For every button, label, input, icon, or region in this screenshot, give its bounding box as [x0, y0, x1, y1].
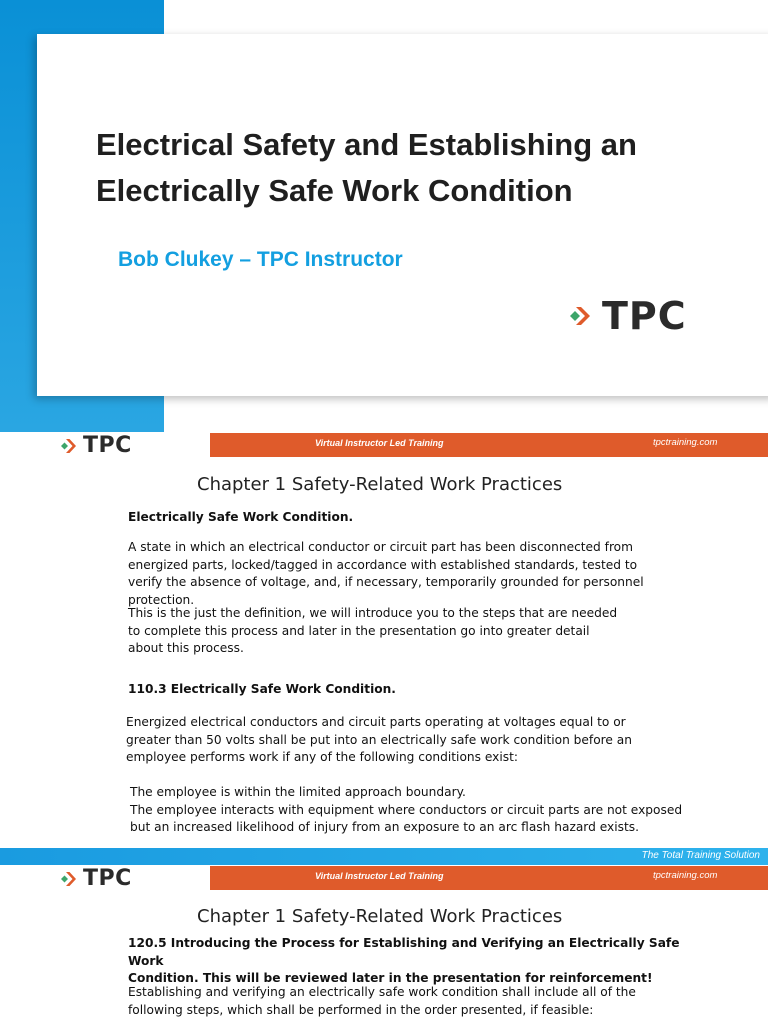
tpc-logo	[60, 866, 132, 891]
presentation-title	[96, 122, 736, 214]
condition-item: The employee interacts with equipment where conductors or circuit parts are not exposed	[130, 802, 683, 817]
tpc-logo-text: TPC	[602, 294, 687, 338]
process-paragraph-line: Establishing and verifying an electrically safe work condition shall include all of the	[128, 985, 636, 999]
tpc-logo	[568, 294, 687, 338]
process-paragraph	[128, 984, 688, 1019]
header-url: tpctraining.com	[653, 870, 718, 881]
process-heading-line: Condition. This will be reviewed later in the presentation for reinforcement!	[128, 971, 653, 986]
title-slide	[0, 0, 768, 432]
chapter-title: Chapter 1 Safety-Related Work Practices	[197, 474, 563, 495]
tpc-chevron-icon	[60, 437, 80, 455]
tpc-logo-text: TPC	[83, 866, 132, 891]
condition-list	[130, 784, 690, 837]
slide-header	[0, 432, 768, 457]
title-line-2: Electrically Safe Work Condition	[96, 173, 573, 208]
condition-item: The employee is within the limited approach boundary.	[130, 785, 466, 799]
definition-heading: Electrically Safe Work Condition.	[128, 510, 354, 524]
header-banner	[210, 433, 768, 457]
process-heading	[128, 935, 688, 988]
header-url: tpctraining.com	[653, 437, 718, 448]
section-heading: 110.3 Electrically Safe Work Condition.	[128, 682, 396, 696]
slide-footer	[0, 848, 768, 865]
header-banner	[210, 866, 768, 890]
tpc-chevron-icon	[568, 303, 596, 329]
definition-paragraph: A state in which an electrical conductor or circuit part has been disconnected from energized parts, locked/tagged in accordance with established standards, tested to verify the absence of voltage, and, if necessary, temporarily grounded for personnel protection.	[128, 540, 644, 608]
footer-tagline: The Total Training Solution	[641, 850, 760, 861]
chapter-title: Chapter 1 Safety-Related Work Practices	[197, 906, 563, 927]
tpc-logo-text: TPC	[83, 433, 132, 458]
slide-header	[0, 865, 768, 890]
intro-paragraph: This is the just the definition, we will introduce you to the steps that are needed to complete this process and later in the presentation go into greater detail about this process.	[128, 606, 618, 656]
process-paragraph-line: following steps, which shall be performed in the order presented, if feasible:	[128, 1002, 594, 1017]
header-banner-title: Virtual Instructor Led Training	[315, 871, 444, 881]
title-card	[37, 34, 768, 396]
header-banner-title: Virtual Instructor Led Training	[315, 438, 444, 448]
tpc-logo	[60, 433, 132, 458]
process-heading-line: 120.5 Introducing the Process for Establishing and Verifying an Electrically Safe Work	[128, 936, 680, 968]
presenter-subtitle: Bob Clukey – TPC Instructor	[118, 248, 403, 271]
condition-item-continued: but an increased likelihood of injury from an exposure to an arc flash hazard exists.	[130, 820, 639, 835]
title-line-1: Electrical Safety and Establishing an	[96, 127, 637, 162]
requirement-paragraph: Energized electrical conductors and circuit parts operating at voltages equal to or greater than 50 volts shall be put into an electrically safe work condition before an employee performs work if any of the following conditions exist:	[126, 715, 632, 765]
tpc-chevron-icon	[60, 870, 80, 888]
